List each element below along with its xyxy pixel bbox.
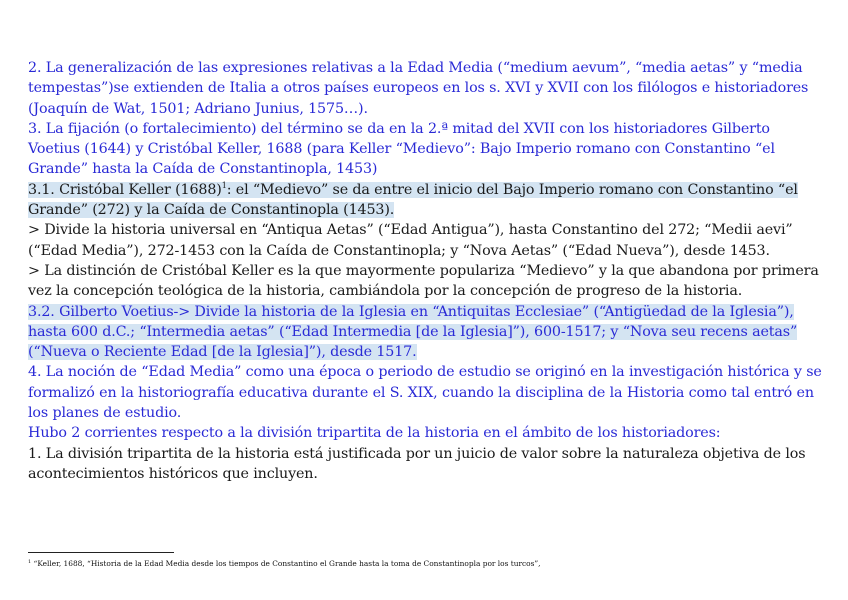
footnote [28, 559, 808, 569]
paragraph-keller-distinction: > La distinción de Cristóbal Keller es la que mayormente populariza “Medievo” y la que abandona por primera vez la concepción teológica de la historia, cambiándola por la concepción de progreso de la historia. [28, 262, 819, 300]
footnote-text: “Keller, 1688, “Historia de la Edad Media desde los tiempos de Constantino el Grande hasta la toma de Constantinopla por los turcos”, [33, 559, 541, 568]
highlighted-text-voetius: 3.2. Gilberto Voetius-> Divide la historia de la Iglesia en “Antiquitas Ecclesiae” (“Antigüedad de la Iglesia”), hasta 600 d.C.; “Intermedia aetas” (“Edad Intermedia [de la Iglesia]”), 600-1517; y “Nova seu recens aetas” (“Nueva o Reciente Edad [de la Iglesia]”), desde 1517. [28, 303, 798, 361]
paragraph-point-3-1 [28, 180, 823, 221]
highlighted-text [28, 182, 798, 218]
paragraph-current-1: 1. La división tripartita de la historia está justificada por un juicio de valor sobre la naturaleza objetiva de los acontecimientos históricos que incluyen. [28, 445, 806, 482]
paragraph-currents-intro: Hubo 2 corrientes respecto a la división tripartita de la historia en el ámbito de los historiadores: [28, 425, 721, 442]
paragraph-keller-division: > Divide la historia universal en “Antiqua Aetas” (“Edad Antigua”), hasta Constantino del 272; “Medii aevi” (“Edad Media”), 272-1453 con la Caída de Constantinopla; y “Nova Aetas” (“Edad Nueva”), desde 1453. [28, 222, 793, 259]
keller-definition: : el “Medievo” se da entre el inicio del Bajo Imperio romano con Constantino “el Grande” (272) y la Caída de Constantinopla (1453). [28, 181, 798, 219]
paragraph-point-3-2 [28, 302, 823, 363]
keller-heading: 3.1. Cristóbal Keller (1688) [28, 181, 222, 198]
footnote-reference: 1 [221, 180, 227, 190]
document-body [28, 58, 823, 484]
paragraph-point-4: 4. La noción de “Edad Media” como una época o periodo de estudio se originó en la investigación histórica y se formalizó en la historiografía educativa durante el S. XIX, cuando la disciplina de la Historia como tal entró en los planes de estudio. [28, 364, 822, 422]
footnote-number: 1 [28, 559, 32, 565]
footnote-separator [28, 552, 174, 553]
paragraph-point-2: 2. La generalización de las expresiones relativas a la Edad Media (“medium aevum”, “media aetas” y “media tempestas”)se extienden de Italia a otros países europeos en los s. XVI y XVII con los filólogos e historiadores (Joaquín de Wat, 1501; Adriano Junius, 1575…). [28, 60, 809, 117]
paragraph-point-3: 3. La fijación (o fortalecimiento) del término se da en la 2.ª mitad del XVII con los historiadores Gilberto Voetius (1644) y Cristóbal Keller, 1688 (para Keller “Medievo”: Bajo Imperio romano con Constantino “el Grande” hasta la Caída de Constantinopla, 1453) [28, 120, 775, 178]
